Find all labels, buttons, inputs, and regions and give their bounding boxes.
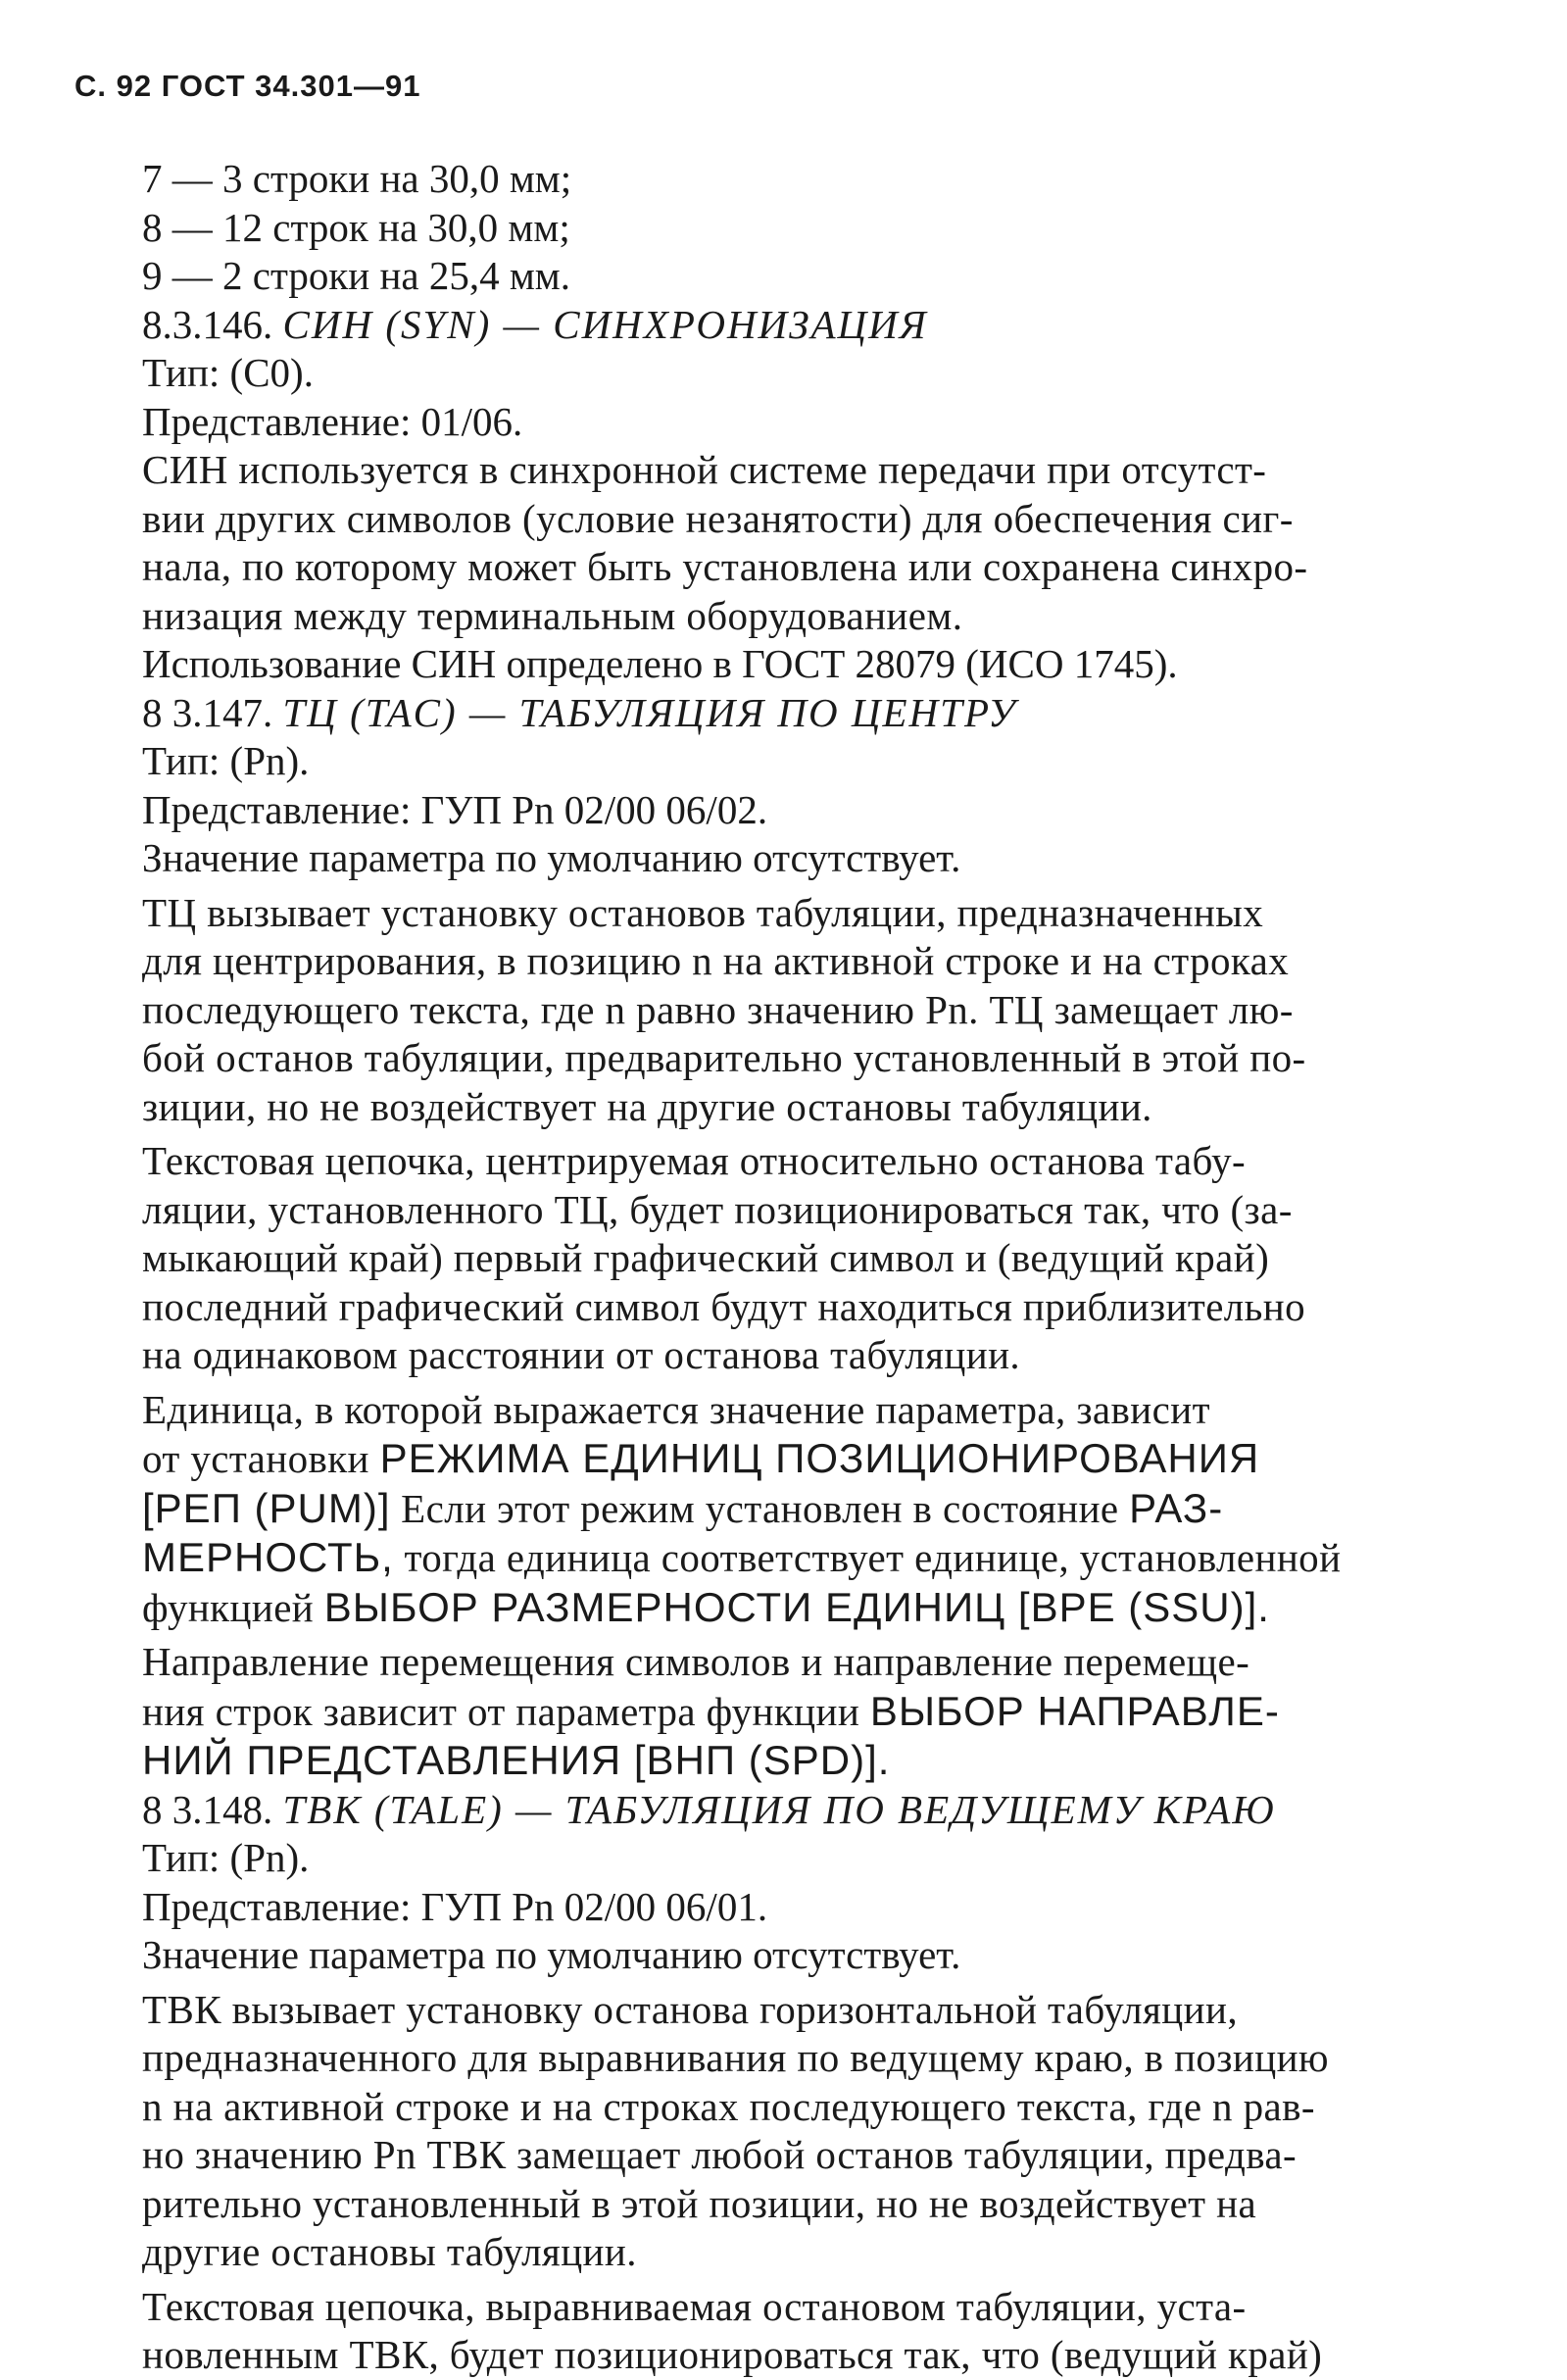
section-number: 8 3.148. bbox=[142, 1786, 273, 1832]
text-line: мыкающий край) первый графический символ и (ведущий край) bbox=[142, 1235, 1270, 1280]
section-number: 8 3.147. bbox=[142, 689, 273, 735]
section-representation: Представление: 01/06. bbox=[142, 398, 523, 444]
section-title: СИН (SYN) — СИНХРОНИЗАЦИЯ bbox=[282, 301, 928, 347]
text-run: Если этот режим установлен в состояние bbox=[390, 1485, 1130, 1531]
text-run: ния строк зависит от параметра функции bbox=[142, 1688, 870, 1734]
section-heading-146 bbox=[74, 301, 1454, 350]
list-item: 7 — 3 строки на 30,0 мм; bbox=[142, 156, 572, 201]
running-head: С. 92 ГОСТ 34.301—91 bbox=[74, 69, 421, 103]
text-line: зиции, но не воздействует на другие остановы табуляции. bbox=[142, 1083, 1152, 1129]
text-run: от установки bbox=[142, 1436, 380, 1481]
text-line: предназначенного для выравнивания по ведущему краю, в позицию bbox=[142, 2035, 1329, 2080]
section-representation: Представление: ГУП Pn 02/00 06/02. bbox=[142, 786, 768, 832]
text-line: ТЦ вызывает установку остановов табуляции, предназначенных bbox=[142, 889, 1264, 935]
paragraph bbox=[74, 1986, 1454, 2277]
list-item: 8 — 12 строк на 30,0 мм; bbox=[142, 204, 570, 250]
paragraph bbox=[74, 889, 1454, 1132]
text-line: ляции, установленного ТЦ, будет позиционироваться так, что (за- bbox=[142, 1186, 1293, 1232]
text-line: но значению Pn ТВК замещает любой останов табуляции, предва- bbox=[142, 2132, 1298, 2177]
function-name: РЕЖИМА ЕДИНИЦ ПОЗИЦИОНИРОВАНИЯ bbox=[379, 1435, 1260, 1481]
section-type: Тип: (С0). bbox=[142, 350, 314, 395]
text-line: для центрирования, в позицию n на активной строке и на строках bbox=[142, 938, 1290, 983]
text-line bbox=[74, 1434, 1454, 1484]
paragraph bbox=[74, 1386, 1454, 1633]
text-line: нала, по которому может быть установлена или сохранена синхро- bbox=[142, 544, 1308, 589]
text-line bbox=[74, 1687, 1454, 1737]
text-run: тогда единица соответствует единице, установленной bbox=[393, 1535, 1342, 1580]
text-line: на одинаковом расстоянии от останова табуляции. bbox=[142, 1332, 1021, 1377]
text-line: бой останов табуляции, предварительно установленный в этой по- bbox=[142, 1035, 1306, 1080]
default-value-note: Значение параметра по умолчанию отсутствует. bbox=[142, 835, 961, 880]
paragraph: Использование СИН определено в ГОСТ 28079 (ИСО 1745). bbox=[142, 641, 1178, 686]
paragraph bbox=[74, 2283, 1454, 2380]
text-line: другие остановы табуляции. bbox=[142, 2229, 637, 2274]
text-line: новленным ТВК, будет позиционироваться так, что (ведущий край) bbox=[142, 2332, 1323, 2377]
text-line: последующего текста, где n равно значению Pn. ТЦ замещает лю- bbox=[142, 986, 1294, 1032]
text-run: функцией bbox=[142, 1584, 324, 1630]
text-line: Направление перемещения символов и направление перемеще- bbox=[142, 1639, 1250, 1684]
function-name: РАЗ- bbox=[1129, 1484, 1224, 1531]
text-line: Текстовая цепочка, центрируемая относительно останова табу- bbox=[142, 1138, 1247, 1183]
function-name: ВЫБОР НАПРАВЛЕ- bbox=[869, 1687, 1280, 1734]
text-line bbox=[74, 1736, 1454, 1786]
function-name: ВЫБОР РАЗМЕРНОСТИ ЕДИНИЦ [ВРЕ (SSU)]. bbox=[323, 1583, 1270, 1630]
paragraph bbox=[74, 1638, 1454, 1786]
section-heading-147 bbox=[74, 689, 1454, 738]
text-line: вии других символов (условие незанятости) для обеспечения сиг- bbox=[142, 495, 1294, 541]
text-line: рительно установленный в этой позиции, но не воздействует на bbox=[142, 2180, 1257, 2226]
text-line: Текстовая цепочка, выравниваемая остановом табуляции, уста- bbox=[142, 2283, 1247, 2329]
paragraph bbox=[74, 446, 1454, 640]
function-name: НИЙ ПРЕДСТАВЛЕНИЯ [ВНП (SPD)]. bbox=[142, 1737, 891, 1783]
list-item: 9 — 2 строки на 25,4 мм. bbox=[142, 253, 571, 298]
text-line bbox=[74, 1533, 1454, 1583]
text-line: СИН используется в синхронной системе передачи при отсутст- bbox=[142, 447, 1267, 492]
section-type: Тип: (Pn). bbox=[142, 1835, 310, 1880]
section-type: Тип: (Pn). bbox=[142, 738, 310, 783]
function-name: МЕРНОСТЬ, bbox=[142, 1534, 394, 1580]
text-line: Единица, в которой выражается значение параметра, зависит bbox=[142, 1386, 1210, 1432]
text-line bbox=[74, 1484, 1454, 1534]
text-line: низация между терминальным оборудованием. bbox=[142, 592, 963, 638]
page-body bbox=[74, 155, 1454, 2380]
section-title: ТЦ (TAC) — ТАБУЛЯЦИЯ ПО ЦЕНТРУ bbox=[282, 689, 1017, 735]
function-name: [РЕП (PUM)] bbox=[142, 1484, 391, 1531]
text-line: последний графический символ будут находиться приблизительно bbox=[142, 1283, 1305, 1329]
text-line: n на активной строке и на строках последующего текста, где n рав- bbox=[142, 2083, 1315, 2129]
section-heading-148 bbox=[74, 1786, 1454, 1835]
section-representation: Представление: ГУП Pn 02/00 06/01. bbox=[142, 1883, 768, 1929]
text-line bbox=[74, 1583, 1454, 1633]
default-value-note: Значение параметра по умолчанию отсутствует. bbox=[142, 1932, 961, 1977]
paragraph bbox=[74, 1137, 1454, 1380]
section-number: 8.3.146. bbox=[142, 301, 273, 347]
section-title: ТВК (TALE) — ТАБУЛЯЦИЯ ПО ВЕДУЩЕМУ КРАЮ bbox=[282, 1786, 1276, 1832]
text-line: ТВК вызывает установку останова горизонтальной табуляции, bbox=[142, 1986, 1238, 2032]
